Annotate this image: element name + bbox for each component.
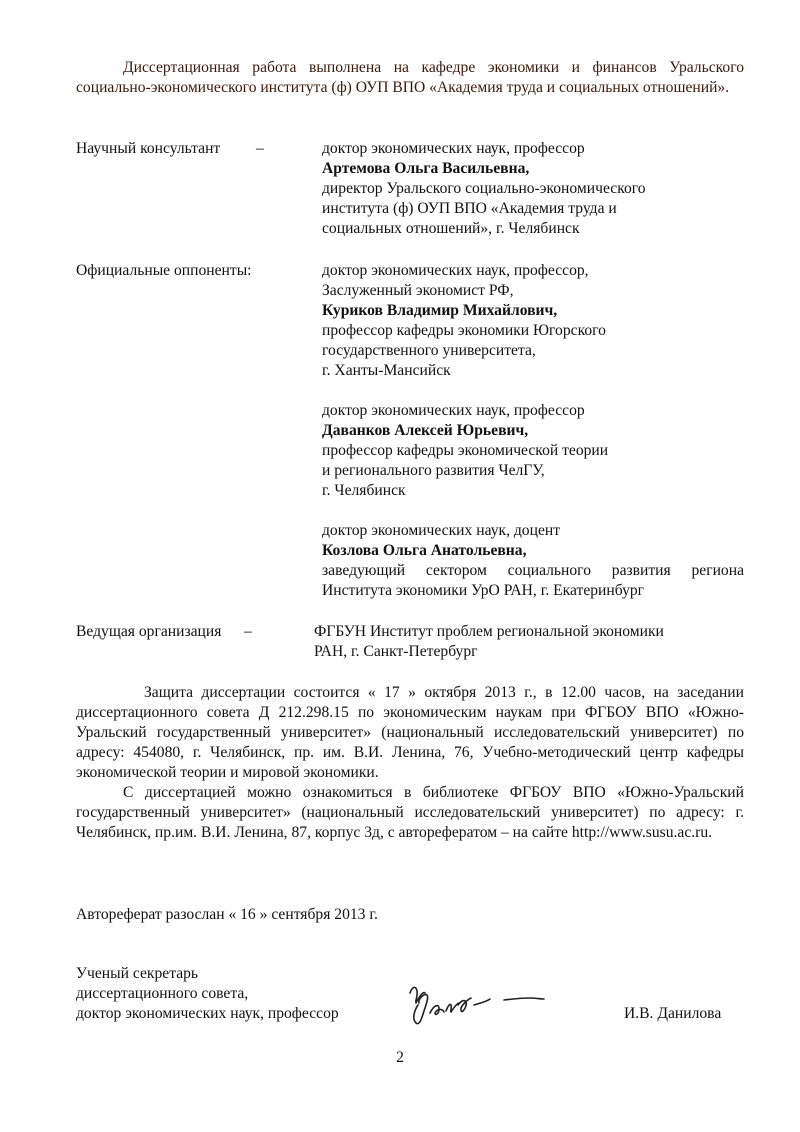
page-number: 2 [396, 1049, 404, 1066]
opponents-label: Официальные оппоненты: [76, 262, 252, 279]
leading-org-info [314, 622, 744, 662]
defense-info [76, 683, 744, 843]
leading-org-name: ФГБУН Институт проблем региональной экономики [314, 623, 664, 640]
opponent-position: Института экономики УрО РАН, г. Екатеринбург [322, 582, 645, 599]
secretary-title: Ученый секретарь [76, 965, 199, 982]
secretary-name: И.В. Данилова [624, 1005, 722, 1022]
opponent-name: Куриков Владимир Михайлович, [322, 302, 558, 319]
consultant-position: института (ф) ОУП ВПО «Академия труда и [322, 200, 617, 217]
consultant-position: социальных отношений», г. Челябинск [322, 220, 580, 237]
opponent-degree: доктор экономических наук, профессор [322, 402, 585, 419]
secretary-title: доктор экономических наук, профессор [76, 1005, 339, 1022]
intro-text: Диссертационная работа выполнена на кафедре экономики и финансов Уральского социально-экономического института (ф) ОУП ВПО «Академия труда и социальных отношений». [76, 59, 744, 96]
opponent-city: г. Ханты-Мансийск [322, 362, 451, 379]
abstract-sent-date: Автореферат разослан « 16 » сентября 2013 г. [76, 906, 378, 923]
handwritten-signature [400, 975, 560, 1030]
opponent-title: Заслуженный экономист РФ, [322, 282, 514, 299]
opponent-position: государственного университета, [322, 342, 536, 359]
library-paragraph: С диссертацией можно ознакомиться в библиотеке ФГБОУ ВПО «Южно-Уральский государственный университет» (национальный исследовательский университет) по адресу: г. Челябинск, пр.им. В.И. Ленина, 87, корпус 3д, с авторефератом – на сайте http://www.susu.ac.ru. [76, 784, 744, 841]
consultant-dash: – [256, 140, 264, 157]
leading-org-label: Ведущая организация [76, 623, 222, 640]
leading-org-dash: – [244, 623, 252, 640]
opponent-1 [322, 261, 744, 381]
intro-paragraph [76, 58, 744, 98]
consultant-degree: доктор экономических наук, профессор [322, 140, 585, 157]
opponent-position: и регионального развития ЧелГУ, [322, 462, 545, 479]
opponent-name: Даванков Алексей Юрьевич, [322, 422, 529, 439]
secretary-title: диссертационного совета, [76, 985, 249, 1002]
consultant-name: Артемова Ольга Васильевна, [322, 160, 530, 177]
opponent-degree: доктор экономических наук, доцент [322, 522, 561, 539]
secretary-block [76, 964, 339, 1024]
opponent-position: профессор кафедры экономики Югорского [322, 322, 606, 339]
opponent-3 [322, 521, 744, 601]
consultant-label: Научный консультант [76, 140, 221, 157]
defense-paragraph: Защита диссертации состоится « 17 » октября 2013 г., в 12.00 часов, на заседании диссертационного совета Д 212.298.15 по экономическим наукам при ФГБОУ ВПО «Южно-Уральский государственный университет» (национальный исследовательский университет) по адресу: 454080, г. Челябинск, пр. им. В.И. Ленина, 76, Учебно-методический центр кафедры экономической теории и мировой экономики. [76, 684, 744, 781]
opponent-city: г. Челябинск [322, 482, 406, 499]
leading-org-name: РАН, г. Санкт-Петербург [314, 643, 478, 660]
opponent-name: Козлова Ольга Анатольевна, [322, 542, 527, 559]
consultant-info [322, 139, 744, 239]
consultant-position: директор Уральского социально-экономического [322, 180, 646, 197]
opponent-position: профессор кафедры экономической теории [322, 442, 609, 459]
opponent-degree: доктор экономических наук, профессор, [322, 262, 589, 279]
opponent-position: заведующий сектором социального развития региона [322, 562, 744, 579]
opponent-2 [322, 401, 744, 501]
